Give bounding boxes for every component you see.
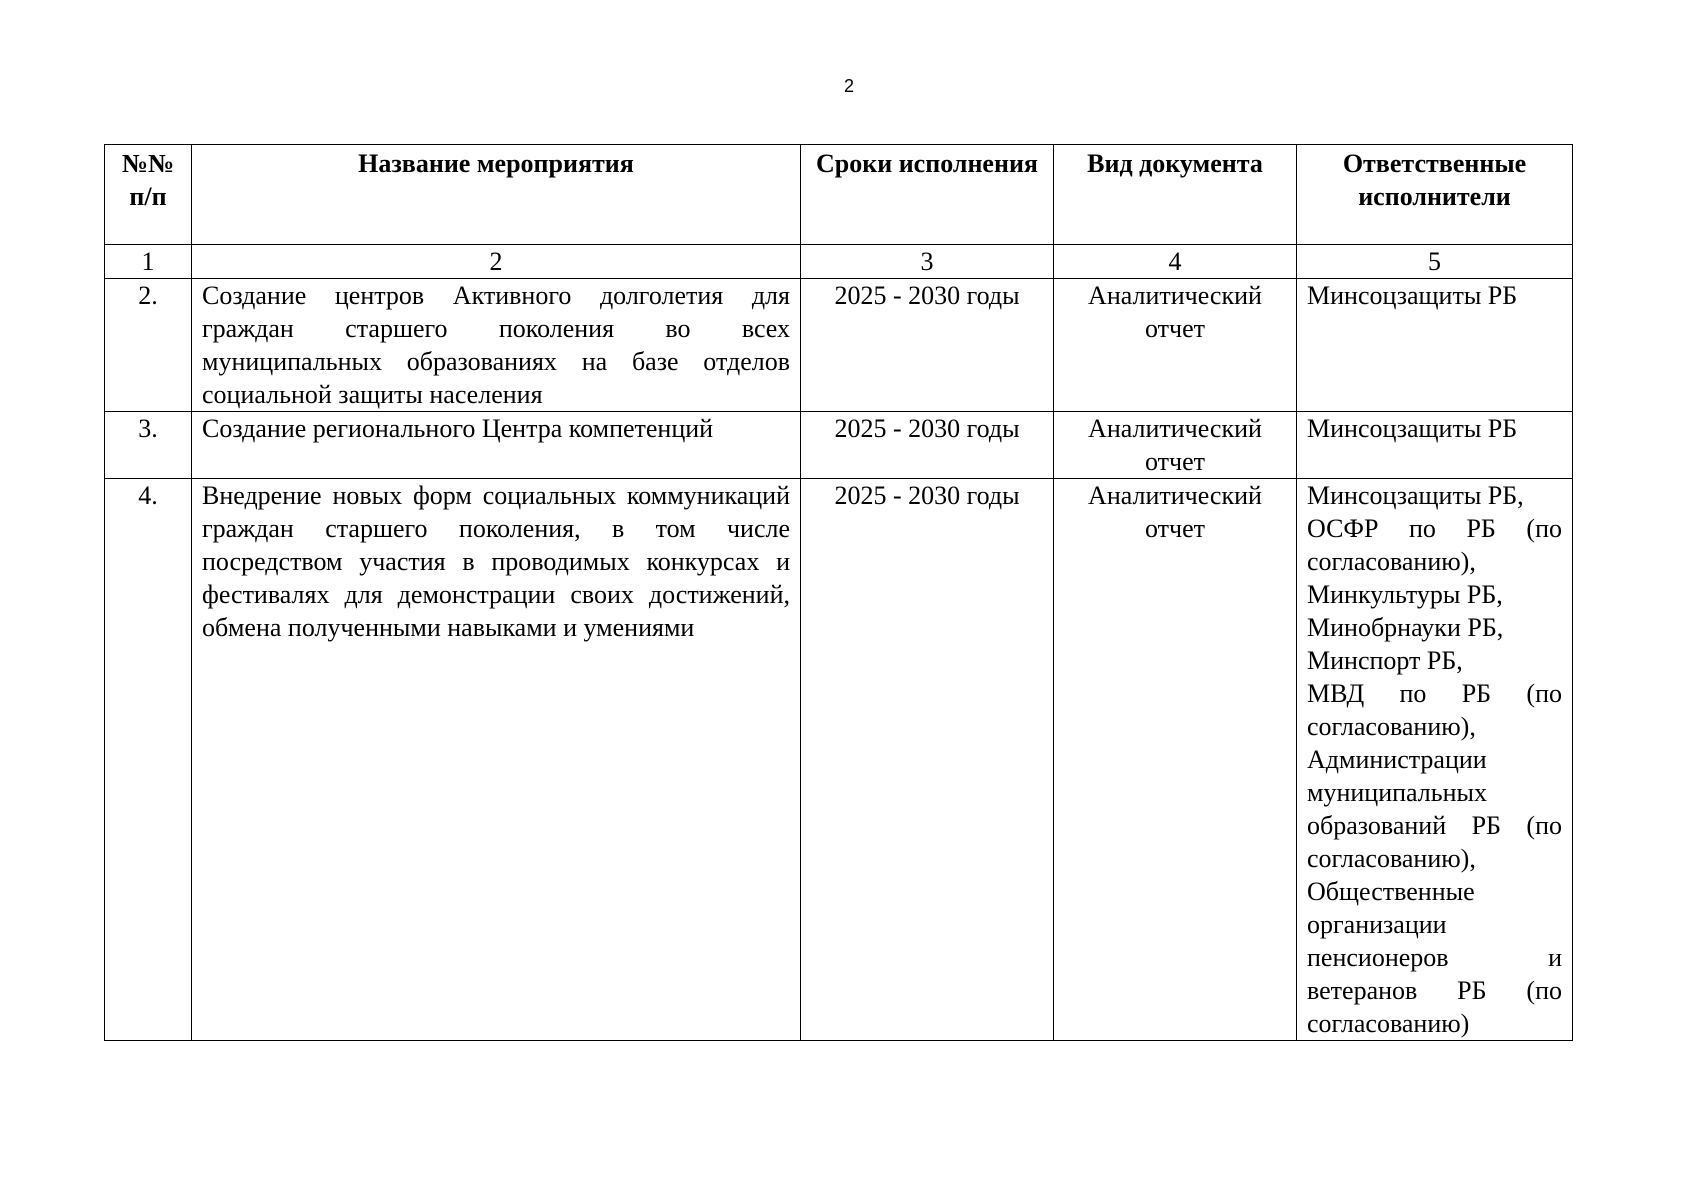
row-number: 2. [105,279,192,412]
header-deadline: Сроки исполнения [801,145,1054,245]
header-responsible: Ответственные исполнители [1297,145,1573,245]
column-number: 1 [105,245,192,279]
page-number: 2 [843,76,854,96]
table-header-row [105,145,1573,245]
column-numbers-row [105,245,1573,279]
event-name: Создание центров Активного долголетия для граждан старшего поколения во всех муниципальных образованиях на базе отделов социальной защиты населения [192,279,801,412]
responsible-item: Минсоцзащиты РБ, [1307,481,1524,510]
header-event-name: Название мероприятия [192,145,801,245]
document-type: Аналитический отчет [1054,479,1297,1041]
event-name: Внедрение новых форм социальных коммуникаций граждан старшего поколения, в том числе посредством участия в проводимых конкурсах и фестивалях для демонстрации своих достижений, обмена полученными навыками и умениями [192,479,801,1041]
responsible-item: Минобрнауки РБ, [1307,613,1504,642]
document-type: Аналитический отчет [1054,412,1297,479]
responsible-item: Минспорт РБ, [1307,646,1463,675]
measures-table [104,144,1573,1041]
deadline: 2025 - 2030 годы [801,412,1054,479]
document-type: Аналитический отчет [1054,279,1297,412]
responsible-item: ОСФР по РБ (по согласованию), [1307,514,1562,576]
responsible: Минсоцзащиты РБ [1297,412,1573,479]
responsible-item: Минкультуры РБ, [1307,580,1503,609]
responsible-item: Общественные организации пенсионеров и ветеранов РБ (по согласованию) [1307,877,1562,1038]
column-number: 5 [1297,245,1573,279]
table-row [105,479,1573,1041]
header-number: №№ п/п [105,145,192,245]
responsible-item: МВД по РБ (по согласованию), [1307,679,1562,741]
row-number: 3. [105,412,192,479]
row-number: 4. [105,479,192,1041]
table-row [105,279,1573,412]
table-row [105,412,1573,479]
event-name: Создание регионального Центра компетенций [192,412,801,479]
column-number: 3 [801,245,1054,279]
deadline: 2025 - 2030 годы [801,279,1054,412]
deadline: 2025 - 2030 годы [801,479,1054,1041]
header-document-type: Вид документа [1054,145,1297,245]
column-number: 2 [192,245,801,279]
responsible-list [1297,479,1573,1041]
column-number: 4 [1054,245,1297,279]
responsible: Минсоцзащиты РБ [1297,279,1573,412]
responsible-item: Администрации муниципальных образований РБ (по согласованию), [1307,745,1562,873]
